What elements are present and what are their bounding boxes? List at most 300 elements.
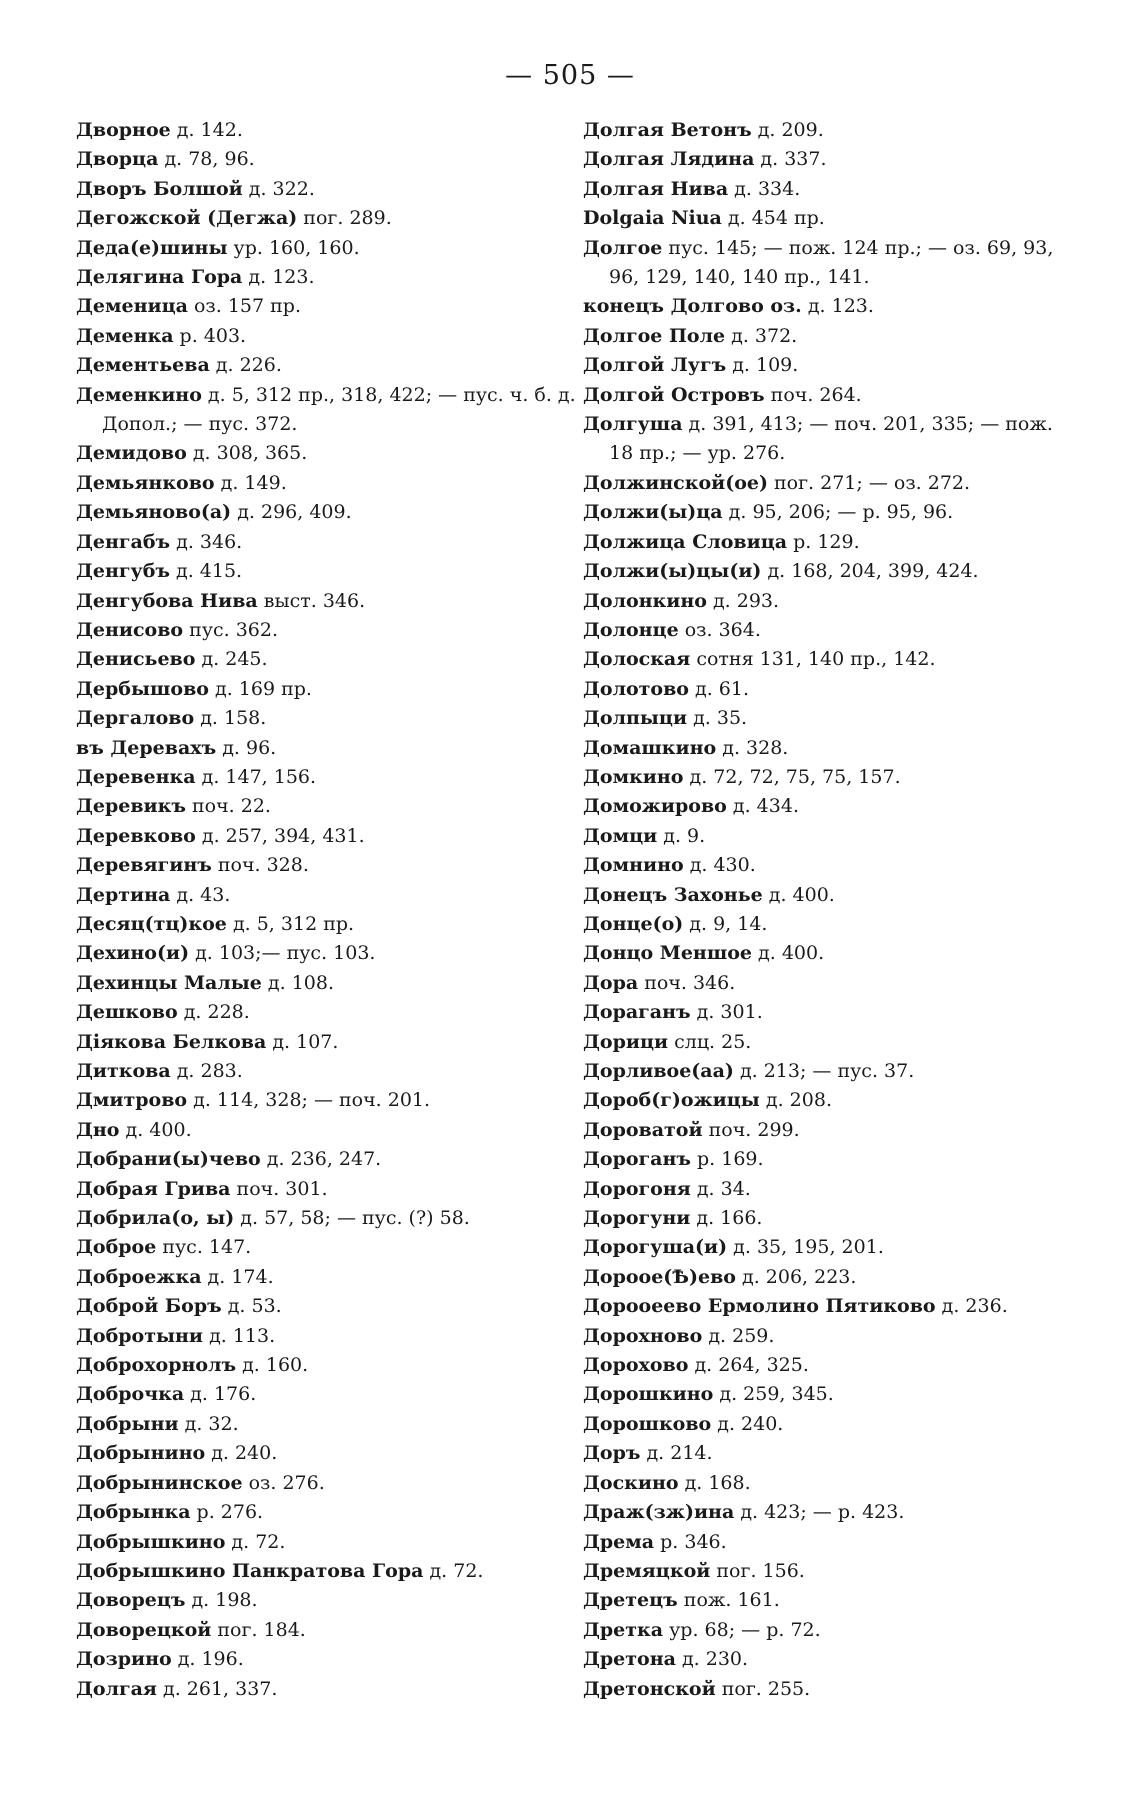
entry-references: пож. 161. (677, 1589, 780, 1612)
index-entry (76, 204, 596, 233)
index-entry (76, 616, 596, 645)
entry-references: пус. 362. (183, 618, 279, 641)
index-entry (583, 1322, 1083, 1351)
index-entry (583, 969, 1083, 998)
entry-references: д. 5, 312 пр., 318, 422; — пус. ч. б. д. Допол.; — пус. 372. (102, 383, 576, 436)
entry-headword: Дорици (583, 1030, 669, 1053)
entry-headword: Добрынино (76, 1442, 206, 1465)
entry-references: поч. 328. (211, 854, 309, 877)
entry-headword: Домнино (583, 854, 684, 877)
index-entry (76, 792, 596, 821)
entry-headword: Дергалово (76, 707, 195, 730)
entry-headword: Деревягинъ (76, 854, 212, 877)
entry-references: д. 283. (170, 1060, 243, 1082)
entry-references: пог. 184. (211, 1618, 306, 1641)
entry-headword: Дороое(Ѣ)ево (583, 1265, 736, 1288)
entry-headword: Доможирово (583, 795, 727, 818)
entry-headword: Дорогуни (583, 1207, 691, 1230)
index-entry (583, 1057, 1083, 1086)
entry-headword: Дретонской (583, 1677, 716, 1700)
entry-headword: Домци (583, 824, 658, 847)
entry-references: д. 35. (687, 707, 748, 730)
index-entry (583, 322, 1083, 351)
entry-headword: Добрила(о, ы) (76, 1207, 235, 1230)
entry-headword: Dolgaia Niua (583, 207, 722, 230)
entry-references: д. 35, 195, 201. (727, 1236, 884, 1259)
entry-headword: Должи(ы)ца (583, 501, 723, 524)
index-entry (76, 1028, 596, 1057)
index-entry (76, 704, 596, 733)
entry-references: пог. 271; — оз. 272. (767, 471, 971, 494)
entry-headword: Долгой Островъ (583, 383, 765, 406)
index-entry (583, 204, 1083, 233)
entry-headword: Денгубова Нива (76, 589, 258, 612)
index-entry (583, 1616, 1083, 1645)
page-number: — 505 — (505, 60, 635, 91)
entry-headword: Дороганъ (583, 1148, 691, 1171)
entry-headword: Деменка (76, 324, 174, 347)
entry-references: д. 226. (209, 354, 282, 377)
index-entry (583, 234, 1083, 293)
index-entry (76, 1616, 596, 1645)
index-entry (76, 675, 596, 704)
index-entry (583, 1086, 1083, 1115)
entry-references: д. 209. (751, 119, 824, 141)
entry-headword: Домкино (583, 765, 684, 788)
index-entry (76, 292, 596, 321)
index-entry (76, 439, 596, 468)
entry-references: р. 169. (690, 1148, 764, 1171)
entry-headword: Долгая Нива (583, 177, 729, 200)
index-entry (76, 1469, 596, 1498)
entry-headword: Деревково (76, 824, 196, 847)
entry-headword: Должи(ы)цы(и) (583, 560, 762, 583)
entry-references: д. 213; — пус. 37. (733, 1060, 915, 1082)
entry-headword: Дора (583, 971, 639, 994)
index-entry (583, 734, 1083, 763)
entry-references: р. 346. (654, 1530, 727, 1553)
entry-headword: Доскино (583, 1471, 679, 1494)
entry-references: д. 160. (236, 1354, 309, 1377)
entry-headword: Деревикъ (76, 795, 186, 818)
entry-references: оз. 157 пр. (187, 295, 302, 318)
entry-references: д. 308, 365. (186, 442, 308, 465)
entry-headword: Долгая Ветонъ (583, 119, 752, 141)
index-entry (76, 1351, 596, 1380)
entry-references: д. 337. (754, 148, 827, 171)
entry-references: д. 230. (675, 1648, 749, 1671)
entry-references: слц. 25. (668, 1030, 752, 1053)
entry-headword: Доброй Боръ (76, 1295, 222, 1318)
index-entry (583, 381, 1083, 410)
entry-headword: Добрышкино Панкратова Гора (76, 1559, 424, 1582)
entry-references: д. 245. (195, 648, 268, 671)
entry-references: д. 158. (194, 707, 267, 730)
entry-headword: Доброчка (76, 1383, 185, 1406)
entry-references: д. 107. (266, 1030, 339, 1053)
entry-references: д. 9. (657, 824, 706, 847)
entry-references: д. 415. (169, 560, 243, 583)
index-entry (583, 1204, 1083, 1233)
index-entry (583, 145, 1083, 174)
index-entry (583, 1469, 1083, 1498)
entry-headword: Дертина (76, 883, 171, 906)
entry-references: д. 32. (178, 1412, 239, 1435)
entry-headword: Добрани(ы)чево (76, 1148, 261, 1171)
entry-headword: Донецъ Захонье (583, 883, 763, 906)
index-entry (76, 645, 596, 674)
entry-headword: Дворное (76, 119, 171, 141)
index-entry (583, 1028, 1083, 1057)
entry-headword: Добрыни (76, 1412, 179, 1435)
entry-references: д. 174. (201, 1265, 274, 1288)
entry-headword: Дегожской (Дегжа) (76, 207, 298, 230)
index-entry (583, 175, 1083, 204)
entry-references: д. 240. (711, 1412, 784, 1435)
entry-references: д. 168, 204, 399, 424. (761, 560, 979, 583)
index-entry (583, 1351, 1083, 1380)
index-entry (583, 557, 1083, 586)
entry-references: р. 403. (173, 324, 247, 347)
index-entry (583, 792, 1083, 821)
entry-headword: Дорогуша(и) (583, 1236, 728, 1259)
index-entry (76, 145, 596, 174)
index-entry (76, 175, 596, 204)
index-entry (76, 263, 596, 292)
entry-references: д. 264, 325. (688, 1354, 809, 1377)
entry-references: д. 9, 14. (683, 912, 768, 935)
entry-headword: Долгая (76, 1677, 157, 1700)
entry-references: д. 72. (225, 1530, 286, 1553)
index-entry (76, 1439, 596, 1468)
index-entry (583, 881, 1083, 910)
entry-headword: Дербышово (76, 677, 209, 700)
index-entry (76, 498, 596, 527)
entry-references: д. 322. (242, 177, 315, 200)
index-entry (583, 675, 1083, 704)
entry-headword: Дементьева (76, 354, 210, 377)
entry-references: поч. 299. (702, 1118, 800, 1141)
entry-headword: Дорохово (583, 1354, 689, 1377)
index-entry (583, 1410, 1083, 1439)
entry-references: д. 5, 312 пр. (226, 912, 355, 935)
entry-references: пог. 156. (710, 1559, 805, 1582)
entry-headword: Деменкино (76, 383, 202, 406)
entry-headword: Дрема (583, 1530, 655, 1553)
entry-headword: Дорошково (583, 1412, 712, 1435)
entry-references: д. 95, 206; — р. 95, 96. (722, 501, 954, 524)
index-entry (583, 1675, 1083, 1704)
entry-headword: Дорливое(аа) (583, 1060, 734, 1082)
index-entry (76, 1263, 596, 1292)
entry-references: оз. 364. (678, 618, 761, 641)
entry-references: д. 109. (726, 354, 799, 377)
index-entry (583, 822, 1083, 851)
entry-headword: Добрышкино (76, 1530, 226, 1553)
entry-references: ур. 160, 160. (227, 236, 360, 259)
index-entry (583, 351, 1083, 380)
index-entry (76, 1204, 596, 1233)
index-entry (76, 1292, 596, 1321)
index-entry (583, 763, 1083, 792)
entry-references: д. 346. (170, 530, 243, 553)
index-entry (76, 822, 596, 851)
index-entry (76, 381, 596, 440)
entry-references: д. 293. (706, 589, 780, 612)
entry-references: пог. 255. (715, 1677, 811, 1700)
index-entry (76, 1380, 596, 1409)
index-entry (583, 410, 1083, 469)
entry-headword: Диткова (76, 1060, 171, 1082)
entry-headword: Демидово (76, 442, 187, 465)
index-entry (76, 587, 596, 616)
entry-references: д. 53. (221, 1295, 282, 1318)
entry-references: сотня 131, 140 пр., 142. (690, 648, 936, 671)
left-column (76, 116, 596, 1704)
index-entry (76, 1586, 596, 1615)
entry-headword: Долгое Поле (583, 324, 726, 347)
entry-headword: Донце(о) (583, 912, 684, 935)
entry-headword: Драж(зж)ина (583, 1501, 735, 1524)
entry-references: д. 72, 72, 75, 75, 157. (683, 765, 901, 788)
entry-headword: Дмитрово (76, 1089, 188, 1112)
index-entry (76, 528, 596, 557)
entry-headword: Дорошкино (583, 1383, 714, 1406)
entry-headword: Дорогоня (583, 1177, 691, 1200)
entry-headword: Добрынка (76, 1501, 191, 1524)
index-entry (76, 1675, 596, 1704)
index-entry (583, 1380, 1083, 1409)
index-entry (583, 587, 1083, 616)
index-entry (583, 645, 1083, 674)
entry-headword: Делягина Гора (76, 266, 243, 289)
entry-references: выст. 346. (257, 589, 366, 612)
index-entry (76, 998, 596, 1027)
entry-references: д. 400. (762, 883, 835, 906)
index-entry (76, 1498, 596, 1527)
entry-headword: Дороватой (583, 1118, 703, 1141)
entry-references: д. 78, 96. (158, 148, 255, 171)
entry-references: д. 72. (423, 1559, 484, 1582)
entry-references: д. 296, 409. (231, 501, 352, 524)
entry-headword: Долгое (583, 236, 663, 259)
entry-references: д. 261, 337. (156, 1677, 278, 1700)
entry-headword: Діякова Белкова (76, 1030, 267, 1053)
entry-headword: Дремяцкой (583, 1559, 711, 1582)
entry-headword: Долонкино (583, 589, 707, 612)
index-entry (76, 1116, 596, 1145)
entry-headword: Демьяново(а) (76, 501, 232, 524)
entry-headword: Дозрино (76, 1648, 172, 1671)
entry-headword: Деменица (76, 295, 188, 318)
entry-references: д. 454 пр. (721, 207, 825, 230)
entry-headword: Дехинцы Малые (76, 971, 262, 994)
entry-references: поч. 301. (230, 1177, 328, 1200)
entry-references: р. 129. (787, 530, 860, 553)
entry-headword: Долгой Лугъ (583, 354, 727, 377)
index-entry (76, 910, 596, 939)
index-entry (76, 1322, 596, 1351)
entry-references: поч. 264. (764, 383, 862, 406)
entry-headword: Дороб(г)ожицы (583, 1089, 760, 1112)
index-entry (76, 1410, 596, 1439)
entry-headword: Домашкино (583, 736, 717, 759)
index-entry (76, 1233, 596, 1262)
entry-references: д. 96. (216, 736, 277, 759)
index-entry (76, 116, 596, 145)
index-entry (76, 351, 596, 380)
entry-headword: Долгуша (583, 413, 683, 436)
entry-references: д. 147, 156. (195, 765, 317, 788)
index-entry (583, 116, 1083, 145)
index-entry (76, 939, 596, 968)
index-entry (583, 1233, 1083, 1262)
entry-headword: Добрынинское (76, 1471, 243, 1494)
index-entry (76, 1645, 596, 1674)
entry-headword: Денгабъ (76, 530, 171, 553)
entry-headword: Денгубъ (76, 560, 170, 583)
entry-references: д. 176. (184, 1383, 257, 1406)
entry-references: д. 196. (171, 1648, 244, 1671)
index-entry (583, 1292, 1083, 1321)
entry-headword: Долотово (583, 677, 689, 700)
entry-references: р. 276. (190, 1501, 264, 1524)
entry-headword: Десяц(тц)кое (76, 912, 227, 935)
index-entry (76, 1557, 596, 1586)
entry-references: д. 430. (683, 854, 756, 877)
index-entry (76, 1528, 596, 1557)
entry-references: д. 113. (203, 1324, 276, 1347)
entry-headword: Дворца (76, 148, 159, 171)
entry-headword: Дешково (76, 1001, 178, 1024)
entry-references: д. 214. (640, 1442, 713, 1465)
entry-headword: Долоская (583, 648, 691, 671)
entry-references: д. 206, 223. (735, 1265, 857, 1288)
entry-references: пус. 145; — пож. 124 пр.; — оз. 69, 93, 96, 129, 140, 140 пр., 141. (609, 236, 1054, 289)
entry-headword: Денисово (76, 618, 184, 641)
entry-references: поч. 346. (638, 971, 736, 994)
entry-references: д. 43. (170, 883, 231, 906)
index-entry (583, 851, 1083, 880)
entry-headword: Деда(е)шины (76, 236, 228, 259)
index-entry (583, 1498, 1083, 1527)
entry-headword: Деревенка (76, 765, 196, 788)
index-entry (583, 1645, 1083, 1674)
index-entry (583, 1116, 1083, 1145)
entry-headword: Дораганъ (583, 1001, 691, 1024)
entry-references: д. 61. (688, 677, 750, 700)
index-entry (76, 1145, 596, 1174)
entry-references: д. 123. (242, 266, 315, 289)
entry-headword: Демьянково (76, 471, 215, 494)
entry-headword: Доброежка (76, 1265, 202, 1288)
entry-headword: Денисьево (76, 648, 196, 671)
entry-references: ур. 68; — р. 72. (663, 1618, 821, 1641)
entry-references: д. 236. (935, 1295, 1008, 1318)
entry-headword: Добротыни (76, 1324, 204, 1347)
index-entry (76, 734, 596, 763)
right-column (583, 116, 1083, 1704)
entry-headword: Долонце (583, 618, 679, 641)
entry-headword: Дно (76, 1118, 120, 1141)
entry-references: оз. 276. (242, 1471, 325, 1494)
entry-headword: Дретка (583, 1618, 664, 1641)
index-entry (583, 616, 1083, 645)
entry-references: д. 57, 58; — пус. (?) 58. (234, 1207, 470, 1230)
entry-headword: Доворецкой (76, 1618, 212, 1641)
entry-headword: Долпыци (583, 707, 688, 730)
index-entry (583, 704, 1083, 733)
entry-references: д. 228. (177, 1001, 250, 1024)
index-entry (76, 881, 596, 910)
entry-references: д. 240. (205, 1442, 278, 1465)
index-entry (76, 234, 596, 263)
entry-references: д. 423; — р. 423. (734, 1501, 905, 1524)
entry-references: д. 142. (170, 119, 243, 141)
index-entry (583, 939, 1083, 968)
entry-references: д. 400. (119, 1118, 192, 1141)
entry-references: д. 259, 345. (713, 1383, 834, 1406)
entry-headword: Дорооеево Ермолино Пятиково (583, 1295, 936, 1318)
entry-references: д. 391, 413; — поч. 201, 335; — пож. 18 пр.; — ур. 276. (609, 413, 1053, 465)
index-entry (76, 557, 596, 586)
index-entry (583, 1557, 1083, 1586)
index-entry (583, 998, 1083, 1027)
entry-references: д. 34. (690, 1177, 751, 1200)
index-entry (583, 469, 1083, 498)
index-entry (76, 851, 596, 880)
entry-references: д. 198. (185, 1589, 258, 1612)
entry-references: д. 166. (690, 1207, 763, 1230)
index-entry (76, 763, 596, 792)
index-entry (76, 469, 596, 498)
entry-references: д. 372. (725, 324, 798, 347)
index-entry (583, 910, 1083, 939)
index-entry (583, 1586, 1083, 1615)
entry-headword: Долгая Лядина (583, 148, 755, 171)
index-entry (583, 292, 1083, 321)
entry-references: д. 168. (678, 1471, 751, 1494)
entry-references: д. 208. (759, 1089, 832, 1112)
entry-headword: Доброе (76, 1236, 157, 1259)
entry-headword: въ Деревахъ (76, 736, 217, 759)
entry-references: д. 169 пр. (208, 677, 312, 700)
entry-references: д. 114, 328; — поч. 201. (187, 1089, 431, 1112)
entry-headword: Дорохново (583, 1324, 703, 1347)
entry-references: д. 257, 394, 431. (195, 824, 365, 847)
index-entry (76, 1175, 596, 1204)
entry-references: д. 149. (214, 471, 287, 494)
entry-headword: Доворецъ (76, 1589, 186, 1612)
index-entry (583, 1145, 1083, 1174)
entry-headword: Дретецъ (583, 1589, 678, 1612)
entry-headword: Доръ (583, 1442, 641, 1465)
entry-references: пог. 289. (297, 207, 392, 230)
index-entry (583, 1439, 1083, 1468)
index-entry (583, 1528, 1083, 1557)
index-entry (583, 1175, 1083, 1204)
entry-references: поч. 22. (185, 795, 271, 818)
entry-references: д. 434. (726, 795, 799, 818)
entry-headword: Добрая Грива (76, 1177, 231, 1200)
entry-references: д. 301. (690, 1001, 763, 1024)
entry-references: д. 328. (716, 736, 789, 759)
entry-headword: Должица Словица (583, 530, 788, 553)
entry-headword: Дворъ Болшой (76, 177, 243, 200)
entry-references: д. 108. (261, 971, 335, 994)
entry-references: д. 400. (752, 942, 825, 965)
index-entry (583, 1263, 1083, 1292)
